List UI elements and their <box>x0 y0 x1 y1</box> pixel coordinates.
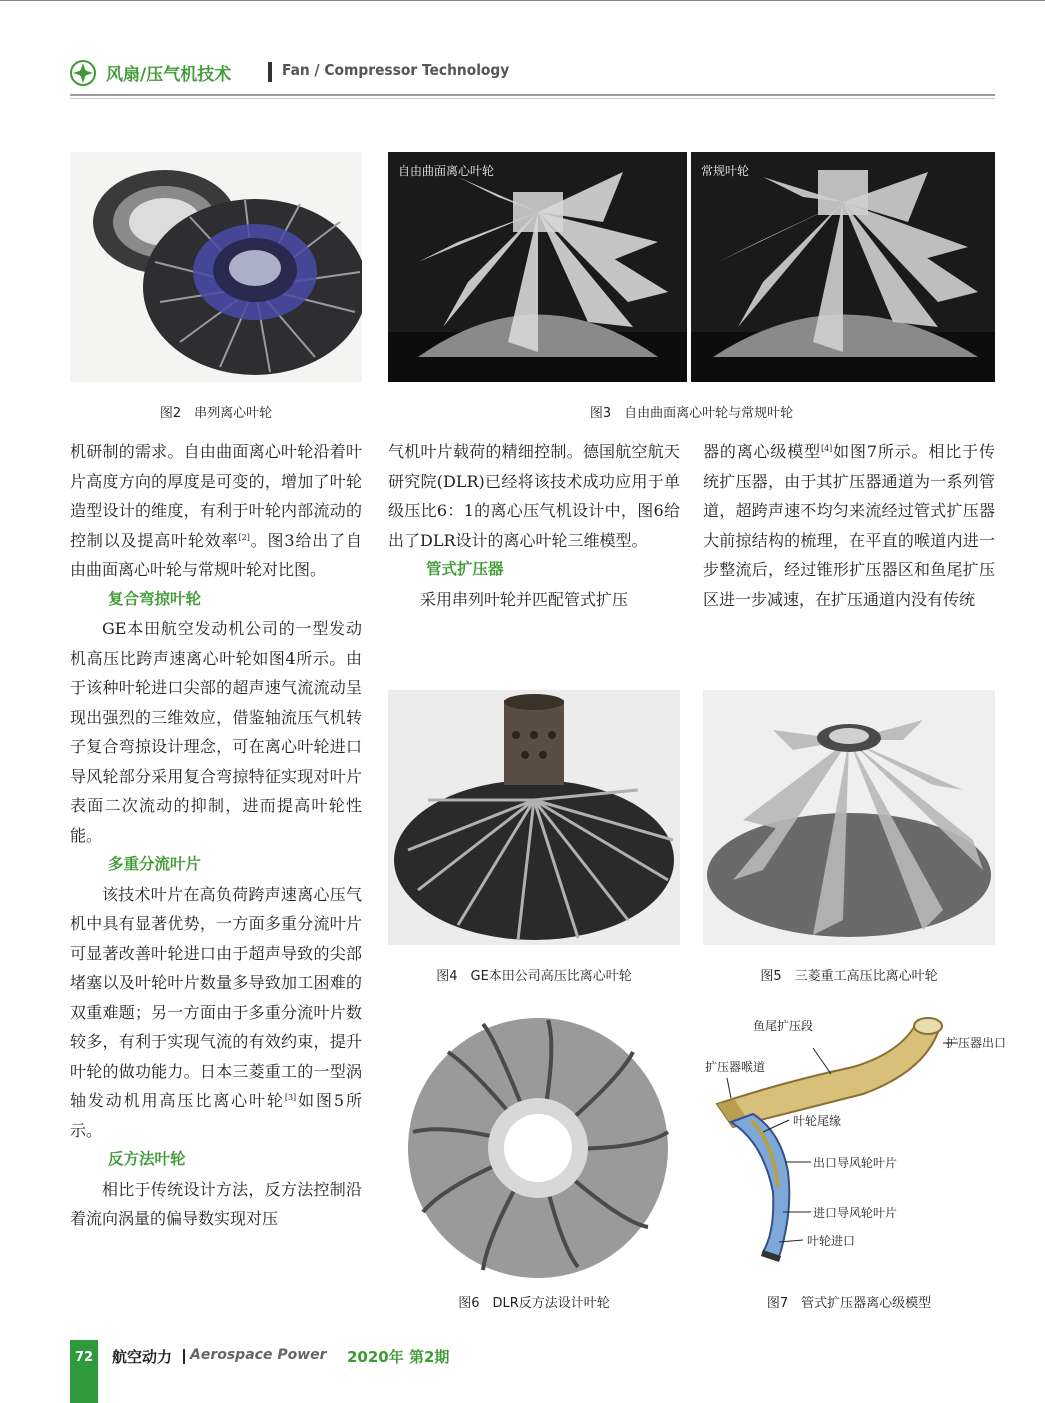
figure-4-caption: 图4 GE本田公司高压比离心叶轮 <box>436 969 632 984</box>
footer-issue: 2020年 第2期 <box>347 1348 450 1366</box>
text-column-2 <box>388 437 680 614</box>
paragraph: 器的离心级模型[4]如图7所示。相比于传统扩压器，由于其扩压器通道为一系列管道，超跨声速不均匀来流经过管式扩压器大前掠结构的梳理，在平直的喉道内进一步整流后，经过锥形扩压器区和鱼尾扩压区进一步减速，在扩压通道内没有传统 <box>703 442 995 609</box>
figure-4-image <box>388 690 680 945</box>
figure-7-label-outlet: 扩压器出口 <box>946 1036 1007 1050</box>
footer-separator <box>183 1349 185 1364</box>
citation-ref: [4] <box>820 444 833 453</box>
text-column-3 <box>703 437 995 614</box>
section-heading: 反方法叶轮 <box>108 1150 186 1168</box>
paragraph: GE本田航空发动机公司的一型发动机高压比跨声速离心叶轮如图4所示。由于该种叶轮进口尖部的超声速气流流动呈现出强烈的三维效应，借鉴轴流压气机转子复合弯掠设计理念，可在离心叶轮进口导风轮部分采用复合弯掠特征实现对叶片表面二次流动的抑制，进而提高叶轮性能。 <box>70 619 362 845</box>
figure-7-label-throat: 扩压器喉道 <box>705 1060 766 1074</box>
figure-7-label-inlet-guide: 进口导风轮叶片 <box>813 1206 898 1220</box>
figure-6-image <box>388 1012 680 1280</box>
footer-journal-en: Aerospace Power <box>190 1347 327 1363</box>
journal-logo-icon <box>70 60 96 86</box>
section-heading: 多重分流叶片 <box>108 855 202 873</box>
figure-7-label-exit-guide: 出口导风轮叶片 <box>813 1156 898 1170</box>
figure-3-label-conventional: 常规叶轮 <box>701 164 750 178</box>
section-heading: 管式扩压器 <box>426 560 504 578</box>
header-rule-thin <box>70 98 995 99</box>
footer-journal-cn: 航空动力 <box>112 1348 173 1366</box>
figure-6-caption: 图6 DLR反方法设计叶轮 <box>458 1296 610 1311</box>
citation-ref: [3] <box>284 1093 297 1102</box>
figure-7-diagram <box>703 1012 1023 1280</box>
top-border-line <box>0 0 1045 1</box>
header-title-en: Fan / Compressor Technology <box>282 61 510 79</box>
citation-ref: [2] <box>238 532 250 542</box>
paragraph: 采用串列叶轮并匹配管式扩压 <box>420 589 629 609</box>
figure-2-caption: 图2 串列离心叶轮 <box>159 406 273 421</box>
page-header <box>70 58 995 88</box>
paragraph: 相比于传统设计方法，反方法控制沿着流向涡量的偏导数实现对压 <box>70 1179 362 1228</box>
figure-7-label-fishtail: 鱼尾扩压段 <box>753 1019 814 1033</box>
paragraph: 气机叶片载荷的精细控制。德国航空航天研究院(DLR)已经将该技术成功应用于单级压比6：1的离心压气机设计中，图6给出了DLR设计的离心叶轮三维模型。 <box>388 442 680 550</box>
figure-7-caption: 图7 管式扩压器离心级模型 <box>766 1296 932 1311</box>
header-title-cn: 风扇/压气机技术 <box>106 65 232 85</box>
figure-3-image <box>388 152 995 382</box>
figure-5-image <box>703 690 995 945</box>
figure-3-label-freeform: 自由曲面离心叶轮 <box>398 164 495 178</box>
paragraph: 机研制的需求。自由曲面离心叶轮沿着叶片高度方向的厚度是可变的，增加了叶轮造型设计的维度，有利于叶轮内部流动的控制以及提高叶轮效率[2]。图3给出了自由曲面离心叶轮与常规叶轮对比图。 <box>70 442 362 579</box>
figure-3-caption: 图3 自由曲面离心叶轮与常规叶轮 <box>589 406 794 421</box>
header-separator <box>268 62 272 82</box>
figure-7-label-inlet: 叶轮进口 <box>807 1234 856 1248</box>
figure-2-image <box>70 152 362 382</box>
header-rule <box>70 94 995 96</box>
paragraph: 该技术叶片在高负荷跨声速离心压气机中具有显著优势，一方面多重分流叶片可显著改善叶轮进口由于超声导致的尖部堵塞以及叶轮叶片数量多导致加工困难的双重难题；另一方面由于多重分流叶片数较多，有利于实现气流的有效约束，提升叶轮的做功能力。日本三菱重工的一型涡轴发动机用高压比离心叶轮[3]如图5所示。 <box>70 884 362 1140</box>
figure-7-label-trailing-edge: 叶轮尾缘 <box>793 1114 842 1128</box>
page-number: 72 <box>74 1350 94 1365</box>
section-heading: 复合弯掠叶轮 <box>108 589 202 608</box>
text-column-1 <box>70 437 362 1234</box>
figure-5-caption: 图5 三菱重工高压比离心叶轮 <box>760 969 938 984</box>
